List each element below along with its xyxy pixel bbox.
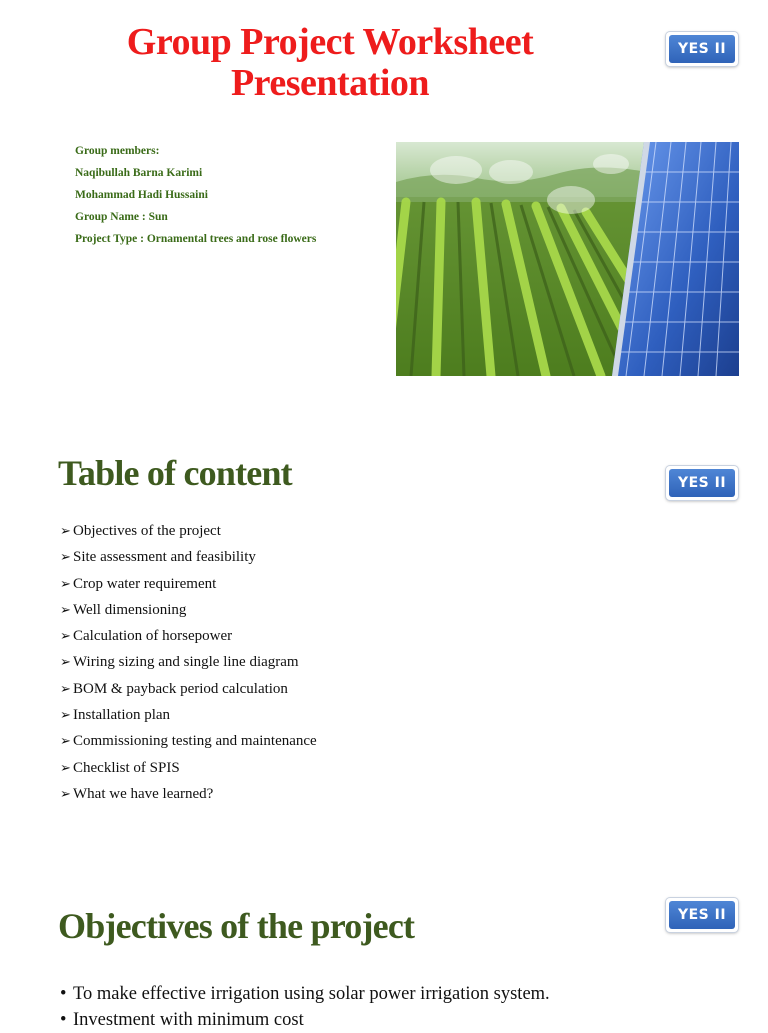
arrow-bullet-icon: ➢ [60, 680, 71, 696]
toc-item: ➢ Crop water requirement [60, 571, 317, 597]
arrow-bullet-icon: ➢ [60, 654, 71, 670]
arrow-bullet-icon: ➢ [60, 575, 71, 591]
yes-logo [666, 32, 738, 66]
toc-title: Table of content [58, 453, 292, 493]
arrow-bullet-icon: ➢ [60, 549, 71, 565]
arrow-bullet-icon: ➢ [60, 733, 71, 749]
yes-logo-text: YES II [669, 469, 735, 497]
member-2: Mohammad Hadi Hussaini [75, 189, 208, 201]
arrow-bullet-icon: ➢ [60, 759, 71, 775]
toc-item: ➢ Checklist of SPIS [60, 755, 317, 781]
arrow-bullet-icon: ➢ [60, 628, 71, 644]
group-name: Group Name : Sun [75, 211, 168, 223]
yes-logo [666, 466, 738, 500]
objective-item: • Investment with minimum cost [60, 1007, 550, 1033]
toc-item: ➢ What we have learned? [60, 781, 317, 807]
toc-item: ➢ Installation plan [60, 702, 317, 728]
toc-item: ➢ Well dimensioning [60, 597, 317, 623]
arrow-bullet-icon: ➢ [60, 785, 71, 801]
bullet-icon: • [60, 1010, 67, 1030]
toc-item: ➢ Site assessment and feasibility [60, 544, 317, 570]
objective-item: • To make effective irrigation using solar power irrigation system. [60, 981, 550, 1007]
title-line-2: Presentation [230, 62, 430, 104]
yes-logo-text: YES II [669, 901, 735, 929]
title-line-1: Group Project Worksheet [126, 21, 534, 63]
yes-logo [666, 898, 738, 932]
arrow-bullet-icon: ➢ [60, 601, 71, 617]
members-label: Group members: [75, 145, 160, 157]
objectives-title: Objectives of the project [58, 906, 415, 946]
arrow-bullet-icon: ➢ [60, 707, 71, 723]
group-info [75, 140, 393, 250]
toc-item: ➢ Wiring sizing and single line diagram [60, 649, 317, 675]
toc-item: ➢ BOM & payback period calculation [60, 676, 317, 702]
member-1: Naqibullah Barna Karimi [75, 167, 203, 179]
toc-item: ➢ Calculation of horsepower [60, 623, 317, 649]
project-type: Project Type : Ornamental trees and rose flowers [75, 233, 317, 245]
arrow-bullet-icon: ➢ [60, 523, 71, 538]
objectives-list [60, 981, 550, 1033]
bullet-icon: • [60, 984, 67, 1004]
toc-item: ➢ Objectives of the project [60, 518, 317, 544]
toc-list [60, 518, 317, 807]
toc-item: ➢ Commissioning testing and maintenance [60, 728, 317, 754]
greenhouse-solar-panel-photo [396, 142, 739, 376]
yes-logo-text: YES II [669, 35, 735, 63]
page-title [60, 22, 600, 104]
